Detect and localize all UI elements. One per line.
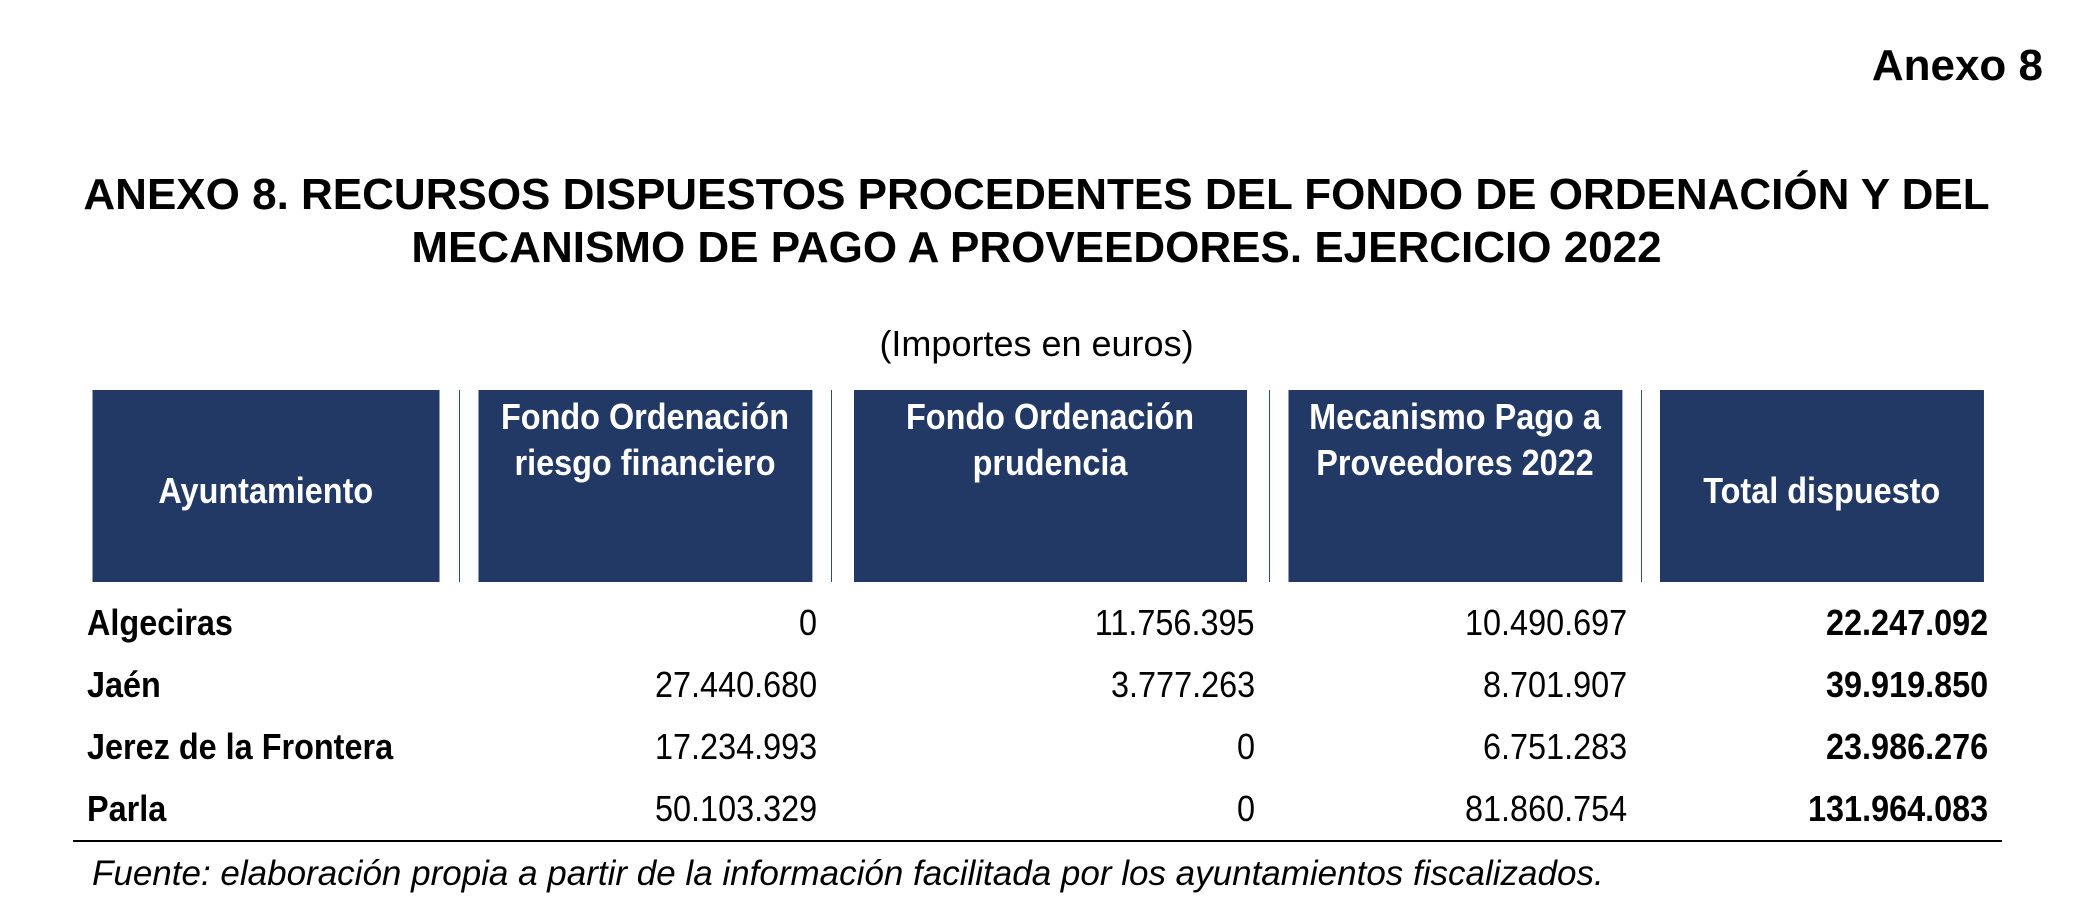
cell-ayuntamiento: Jaén	[87, 664, 161, 705]
cell-mecanismo-pago: 81.860.754	[1269, 778, 1641, 841]
cell-ayuntamiento: Jerez de la Frontera	[87, 726, 394, 767]
table-row	[73, 716, 2002, 778]
cell-fondo-riesgo: 17.234.993	[654, 726, 817, 767]
cell-mecanismo-pago: 10.490.697	[1464, 602, 1627, 643]
table-row	[73, 582, 2002, 654]
cell-fondo-prudencia: 11.756.395	[1095, 602, 1255, 643]
cell-total-dispuesto: 23.986.276	[1825, 726, 1988, 767]
units-subtitle: (Importes en euros)	[879, 323, 1194, 364]
cell-fondo-riesgo: 27.440.680	[654, 664, 817, 705]
cell-fondo-prudencia: 0	[831, 778, 1269, 841]
title-line-2: MECANISMO DE PAGO A PROVEEDORES. EJERCICIO 2022	[411, 223, 1662, 272]
cell-mecanismo-pago: 8.701.907	[1482, 664, 1627, 705]
header-total-dispuesto: Total dispuesto	[1659, 390, 1984, 582]
cell-ayuntamiento: Algeciras	[87, 602, 233, 643]
table-row	[73, 654, 2002, 716]
cell-total-dispuesto: 39.919.850	[1825, 664, 1988, 705]
table-header-row	[73, 390, 2002, 582]
page-title	[30, 168, 2043, 274]
header-fondo-riesgo: Fondo Ordenación riesgo financiero	[478, 390, 813, 582]
cell-fondo-riesgo: 0	[798, 602, 817, 643]
annex-label: Anexo 8	[1871, 41, 2043, 90]
cell-mecanismo-pago: 6.751.283	[1482, 726, 1627, 767]
cell-total-dispuesto: 22.247.092	[1825, 602, 1988, 643]
title-line-1: ANEXO 8. RECURSOS DISPUESTOS PROCEDENTES DEL FONDO DE ORDENACIÓN Y DEL	[83, 170, 1990, 219]
header-fondo-prudencia: Fondo Ordenación prudencia	[853, 390, 1247, 582]
header-mecanismo-pago: Mecanismo Pago a Proveedores 2022	[1288, 390, 1623, 582]
cell-total-dispuesto: 131.964.083	[1641, 778, 2002, 841]
source-note: Fuente: elaboración propia a partir de la información facilitada por los ayuntamientos fiscalizados.	[92, 854, 1604, 893]
cell-fondo-prudencia: 0	[1236, 726, 1255, 767]
resources-table	[73, 390, 2002, 842]
cell-fondo-riesgo: 50.103.329	[459, 778, 831, 841]
header-ayuntamiento: Ayuntamiento	[92, 390, 439, 582]
cell-ayuntamiento: Parla	[73, 778, 459, 841]
table-row	[73, 778, 2002, 841]
cell-fondo-prudencia: 3.777.263	[1110, 664, 1255, 705]
